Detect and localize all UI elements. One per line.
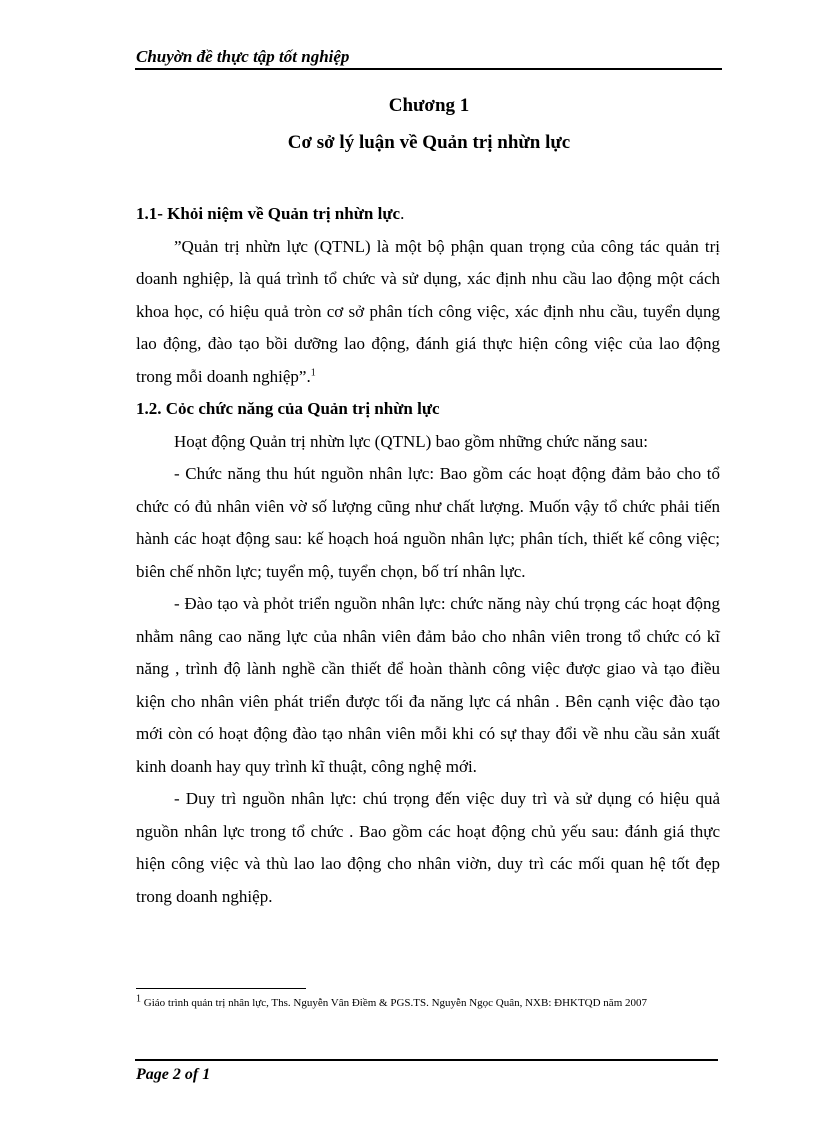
section-1-heading-text: 1.1- Khỏi niệm về Quản trị nhừn lực xyxy=(136,204,401,223)
footnote-text: Giáo trình quản trị nhân lực, Ths. Nguyễn Vân Điềm & PGS.TS. Nguyễn Ngọc Quân, NXB: ĐHKTQD năm 2007 xyxy=(141,997,647,1009)
section-1-paragraph xyxy=(136,231,720,394)
section-1-paragraph-text: ”Quản trị nhừn lực (QTNL) là một bộ phận quan trọng của công tác quản trị doanh nghiệp, là quá trình tổ chức và sử dụng, xác định nhu cầu lao động một cách khoa học, có hiệu quả tròn cơ sở phân tích công việc, xác định nhu cầu, tuyển dụng lao động, đào tạo bồi dưỡng lao động, đánh giá thực hiện công việc của lao động trong mỗi doanh nghiệp”. xyxy=(136,236,720,386)
footnote-divider xyxy=(136,988,306,989)
body-text xyxy=(136,198,720,913)
section-2-heading: 1.2. Cỏc chức năng của Quản trị nhừn lực xyxy=(136,399,440,418)
function-item-retain: - Duy trì nguồn nhân lực: chú trọng đến việc duy trì và sử dụng có hiệu quả nguồn nhân lực trong tổ chức . Bao gồm các hoạt động chủ yếu sau: đánh giá thực hiện công việc và thù lao lao động cho nhân viờn, duy trì các mối quan hệ tốt đẹp trong doanh nghiệp. xyxy=(136,789,720,906)
chapter-number: Chương 1 xyxy=(388,95,470,116)
footnote xyxy=(136,993,720,1011)
function-item-training: - Đào tạo và phỏt triển nguồn nhân lực: chức năng này chú trọng các hoạt động nhằm nâng cao năng lực của nhân viên đảm bảo cho nhân viên trong tổ chức có kĩ năng , trình độ lành nghề cần thiết để hoàn thành công việc được giao và tạo điều kiện cho nhân viên phát triển được tối đa năng lực cá nhân . Bên cạnh việc đào tạo mới còn có hoạt động đào tạo nhân viên mỗi khi có sự thay đổi về nhu cầu sản xuất kinh doanh hay quy trình kĩ thuật, công nghệ mới. xyxy=(136,594,720,776)
footer-divider xyxy=(135,1059,718,1061)
function-item-attract: - Chức năng thu hút nguồn nhân lực: Bao gồm các hoạt động đảm bảo cho tổ chức có đủ nhân viên vờ số lượng cũng như chất lượng. Muốn vậy tổ chức phải tiến hành các hoạt động sau: kế hoạch hoá nguồn nhân lực; phân tích, thiết kế công việc; biên chế nhõn lực; tuyển mộ, tuyển chọn, bố trí nhân lực. xyxy=(136,464,720,581)
footnote-reference[interactable]: 1 xyxy=(310,366,316,378)
section-1-heading xyxy=(136,198,720,231)
section-2-intro: Hoạt động Quản trị nhừn lực (QTNL) bao gồm những chức năng sau: xyxy=(174,431,649,451)
running-header: Chuyờn đề thực tập tốt nghiệp xyxy=(136,47,350,66)
page-number: Page 2 of 1 xyxy=(136,1066,211,1083)
chapter-title: Cơ sở lý luận về Quản trị nhừn lực xyxy=(287,132,571,153)
header-divider xyxy=(135,68,722,70)
footnote-number: 1 xyxy=(136,993,141,1005)
section-1-heading-tail: . xyxy=(400,204,405,223)
